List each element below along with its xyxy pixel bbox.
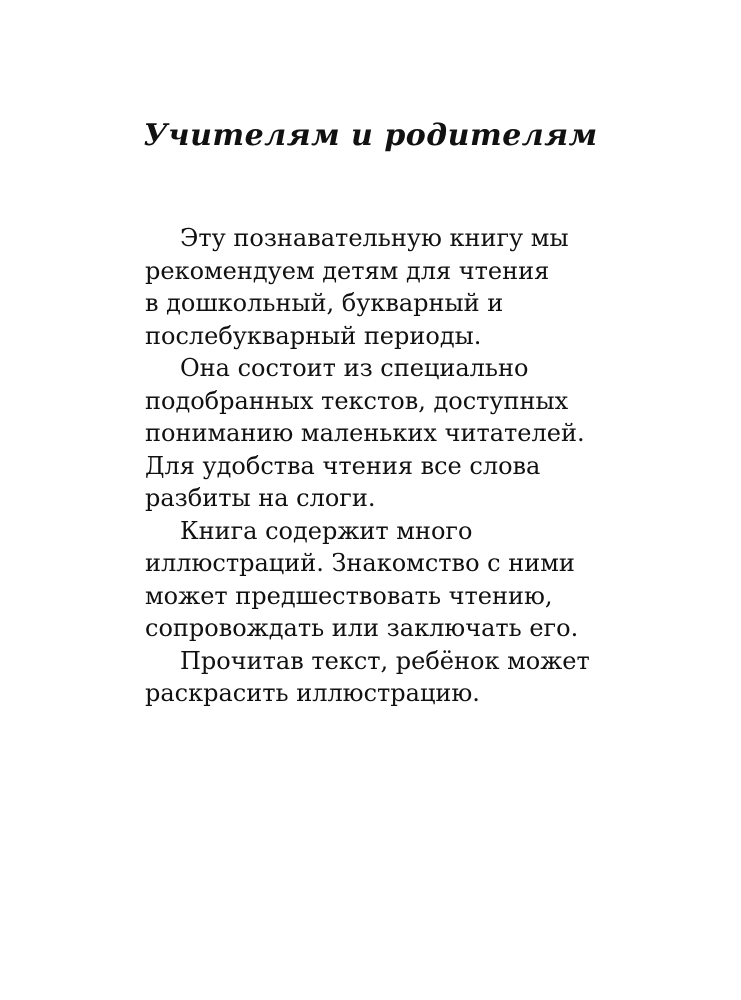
body-text [145,222,615,710]
paragraph-4 [145,645,615,710]
text-line: Эту познавательную книгу мы [180,224,569,252]
text-line: сопровождать или заключать его. [145,614,579,642]
text-line: в дошкольный, букварный и [145,289,504,317]
text-line: послебукварный периоды. [145,321,482,350]
text-line: Для удобства чтения все слова [145,451,541,480]
text-line: может предшествовать чтению, [145,581,553,610]
paragraph-2 [145,352,615,515]
text-line: иллюстраций. Знакомство с ними [145,549,575,577]
text-line: Она состоит из специально [180,354,529,382]
paragraph-3 [145,515,615,645]
text-line: пониманию маленьких читателей. [145,419,585,447]
page-title: Учителям и родителям [143,118,598,153]
text-line: разбиты на слоги. [145,484,376,512]
text-line: Книга содержит много [180,516,473,545]
text-line: раскрасить иллюстрацию. [145,679,480,707]
text-line: Прочитав текст, ребёнок может [180,646,590,675]
paragraph-1 [145,222,615,352]
text-line: рекомендуем детям для чтения [145,256,550,285]
text-line: подобранных текстов, доступных [145,386,569,415]
